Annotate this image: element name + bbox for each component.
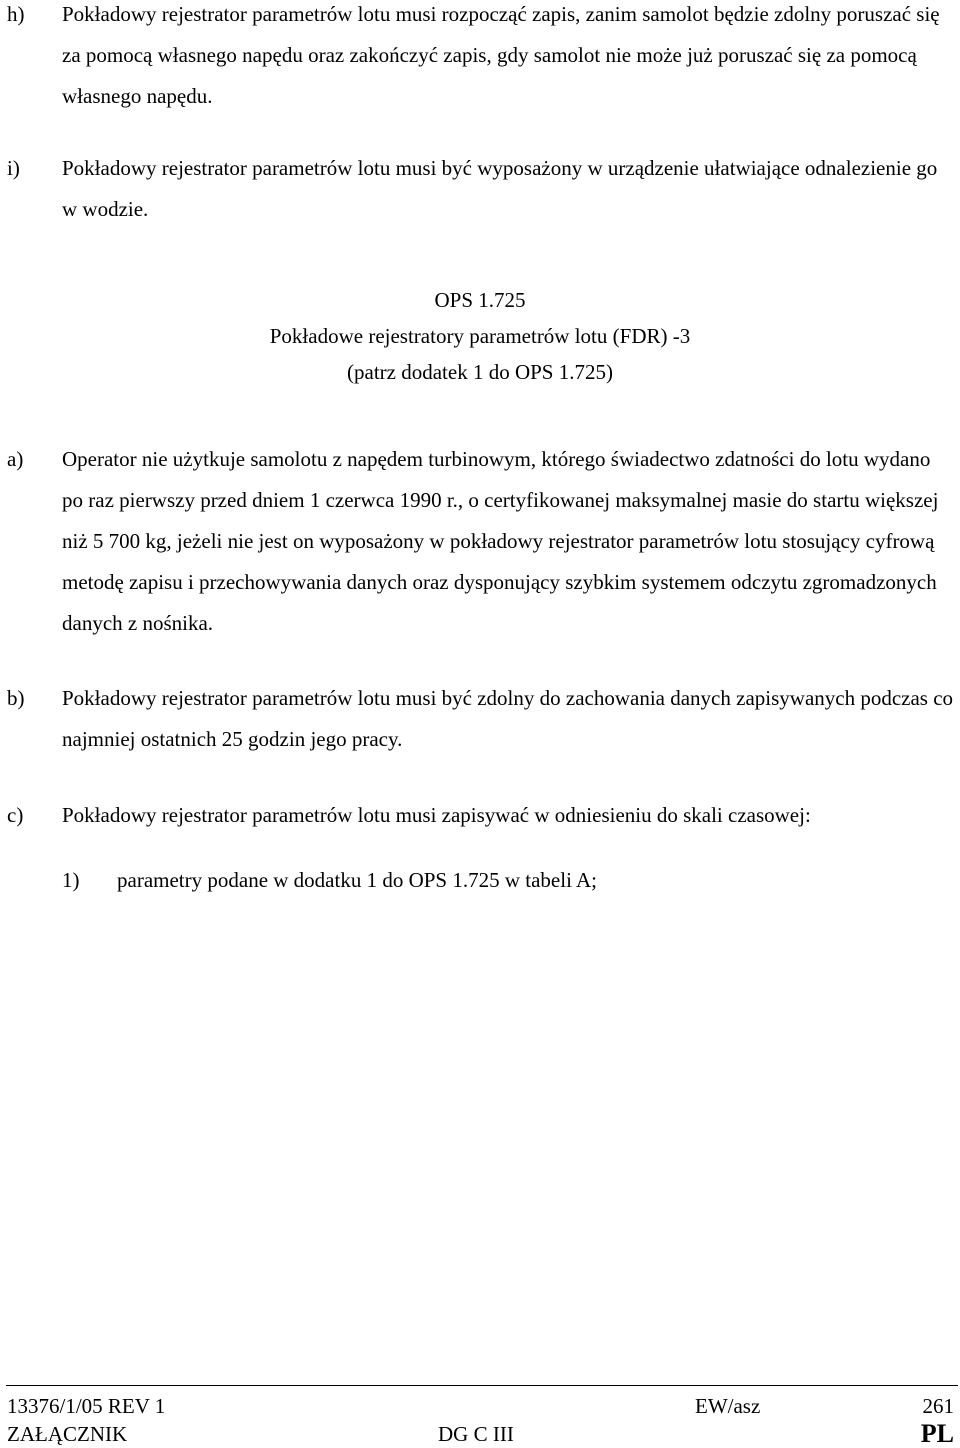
item-text: Operator nie użytkuje samolotu z napędem turbinowym, którego świadectwo zdatności do lotu wydano po raz pierwszy przed dniem 1 czerwca 1990 r., o certyfikowanej maksymalnej masie do startu większej niż 5 700 kg, jeżeli nie jest on wyposażony w pokładowy rejestrator parametrów lotu stosujący cyfrową metodę zapisu i przechowywania danych oraz dysponujący szybkim systemem odczytu zgromadzonych danych z nośnika. [62,447,939,635]
item-label: a) [7,447,24,471]
subitem-label: 1) [62,868,80,892]
item-label: c) [7,803,24,827]
item-text: Pokładowy rejestrator parametrów lotu musi rozpocząć zapis, zanim samolot będzie zdolny poruszać się za pomocą własnego napędu oraz zakończyć zapis, gdy samolot nie może już poruszać się za pomocą własnego napędu. [62,2,940,108]
item-label: b) [7,686,25,710]
item-text: Pokładowy rejestrator parametrów lotu musi zapisywać w odniesieniu do skali czasowej: [62,803,811,827]
item-label: i) [7,156,20,180]
footer-page-number: 261 [922,1394,954,1418]
footer-doc-ref: 13376/1/05 REV 1 [7,1394,166,1418]
footer-annex: ZAŁĄCZNIK [7,1422,128,1446]
heading-subtitle: Pokładowe rejestratory parametrów lotu (FDR) -3 [269,324,691,348]
heading-title: OPS 1.725 [434,288,526,312]
footer-dg: DG C III [438,1422,514,1446]
item-text: Pokładowy rejestrator parametrów lotu musi być zdolny do zachowania danych zapisywanych podczas co najmniej ostatnich 25 godzin jego pracy. [62,686,954,751]
item-text: Pokładowy rejestrator parametrów lotu musi być wyposażony w urządzenie ułatwiające odnalezienie go w wodzie. [62,156,938,221]
footer-divider [6,1385,958,1386]
section-heading [0,282,960,390]
heading-reference: (patrz dodatek 1 do OPS 1.725) [347,360,613,384]
footer-initials: EW/asz [695,1394,761,1418]
footer-language: PL [920,1419,954,1448]
subitem-text: parametry podane w dodatku 1 do OPS 1.725 w tabeli A; [117,868,598,892]
item-label: h) [7,2,25,26]
